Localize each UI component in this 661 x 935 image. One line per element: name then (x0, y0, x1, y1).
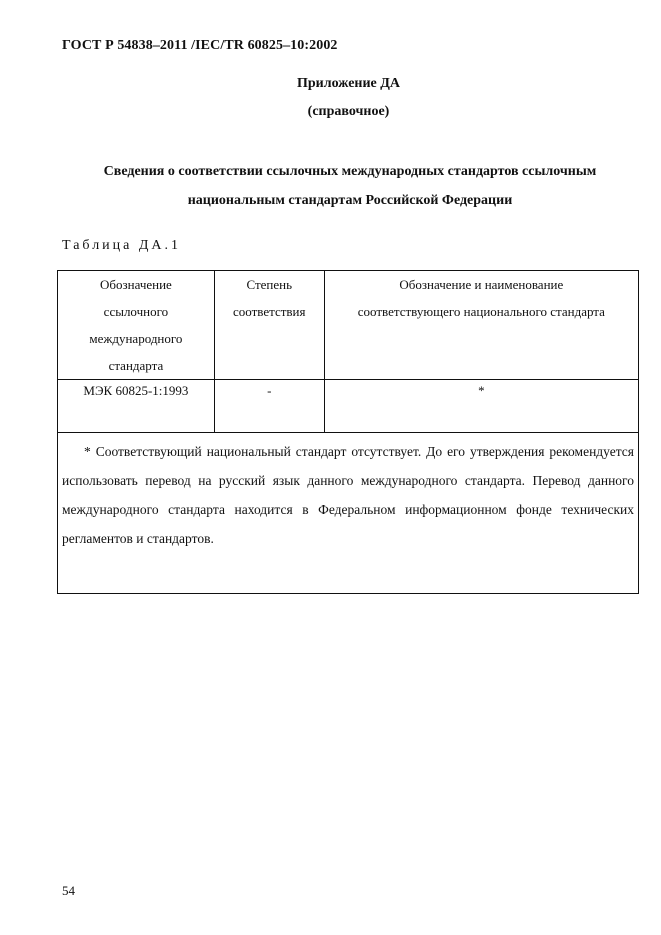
section-title-line-1: Сведения о соответствии ссылочных международных стандартов ссылочным (103, 164, 597, 179)
appendix-title: Приложение ДА (296, 76, 401, 91)
header-national-line-2: соответствующего национального стандарта (357, 304, 605, 319)
section-title (60, 157, 640, 215)
header-national-standard (324, 271, 638, 380)
table-caption: Таблица ДА.1 (62, 238, 182, 253)
table-header-row (58, 271, 639, 380)
header-degree-line-1: Степень (246, 277, 293, 292)
header-degree-line-2: соответствия (233, 304, 306, 319)
header-national-line-1: Обозначение и наименование (399, 277, 564, 292)
table-note-row (58, 433, 639, 594)
table-row (58, 380, 639, 433)
header-ref-standard-line-2: ссылочного (103, 304, 169, 319)
table-note (58, 433, 639, 594)
cell-national-standard: * (324, 380, 638, 433)
header-ref-standard-line-3: международного (89, 331, 183, 346)
page-number: 54 (62, 883, 75, 898)
cell-degree: - (214, 380, 324, 433)
correspondence-table (57, 270, 639, 594)
section-title-line-2: национальным стандартам Российской Федерации (187, 193, 513, 208)
document-header: ГОСТ Р 54838–2011 /IEC/TR 60825–10:2002 (62, 38, 338, 53)
header-ref-standard (58, 271, 215, 380)
table-note-text: * Соответствующий национальный стандарт отсутствует. До его утверждения рекомендуется использовать перевод на русский язык данного международного стандарта. Перевод данного международного стандарта находится в Федеральном информационном фонде технических регламентов и стандартов. (62, 444, 634, 546)
cell-ref-standard: МЭК 60825-1:1993 (58, 380, 215, 433)
appendix-subtitle: (справочное) (307, 104, 390, 119)
header-degree (214, 271, 324, 380)
header-ref-standard-line-4: стандарта (108, 358, 164, 373)
header-ref-standard-line-1: Обозначение (99, 277, 172, 292)
